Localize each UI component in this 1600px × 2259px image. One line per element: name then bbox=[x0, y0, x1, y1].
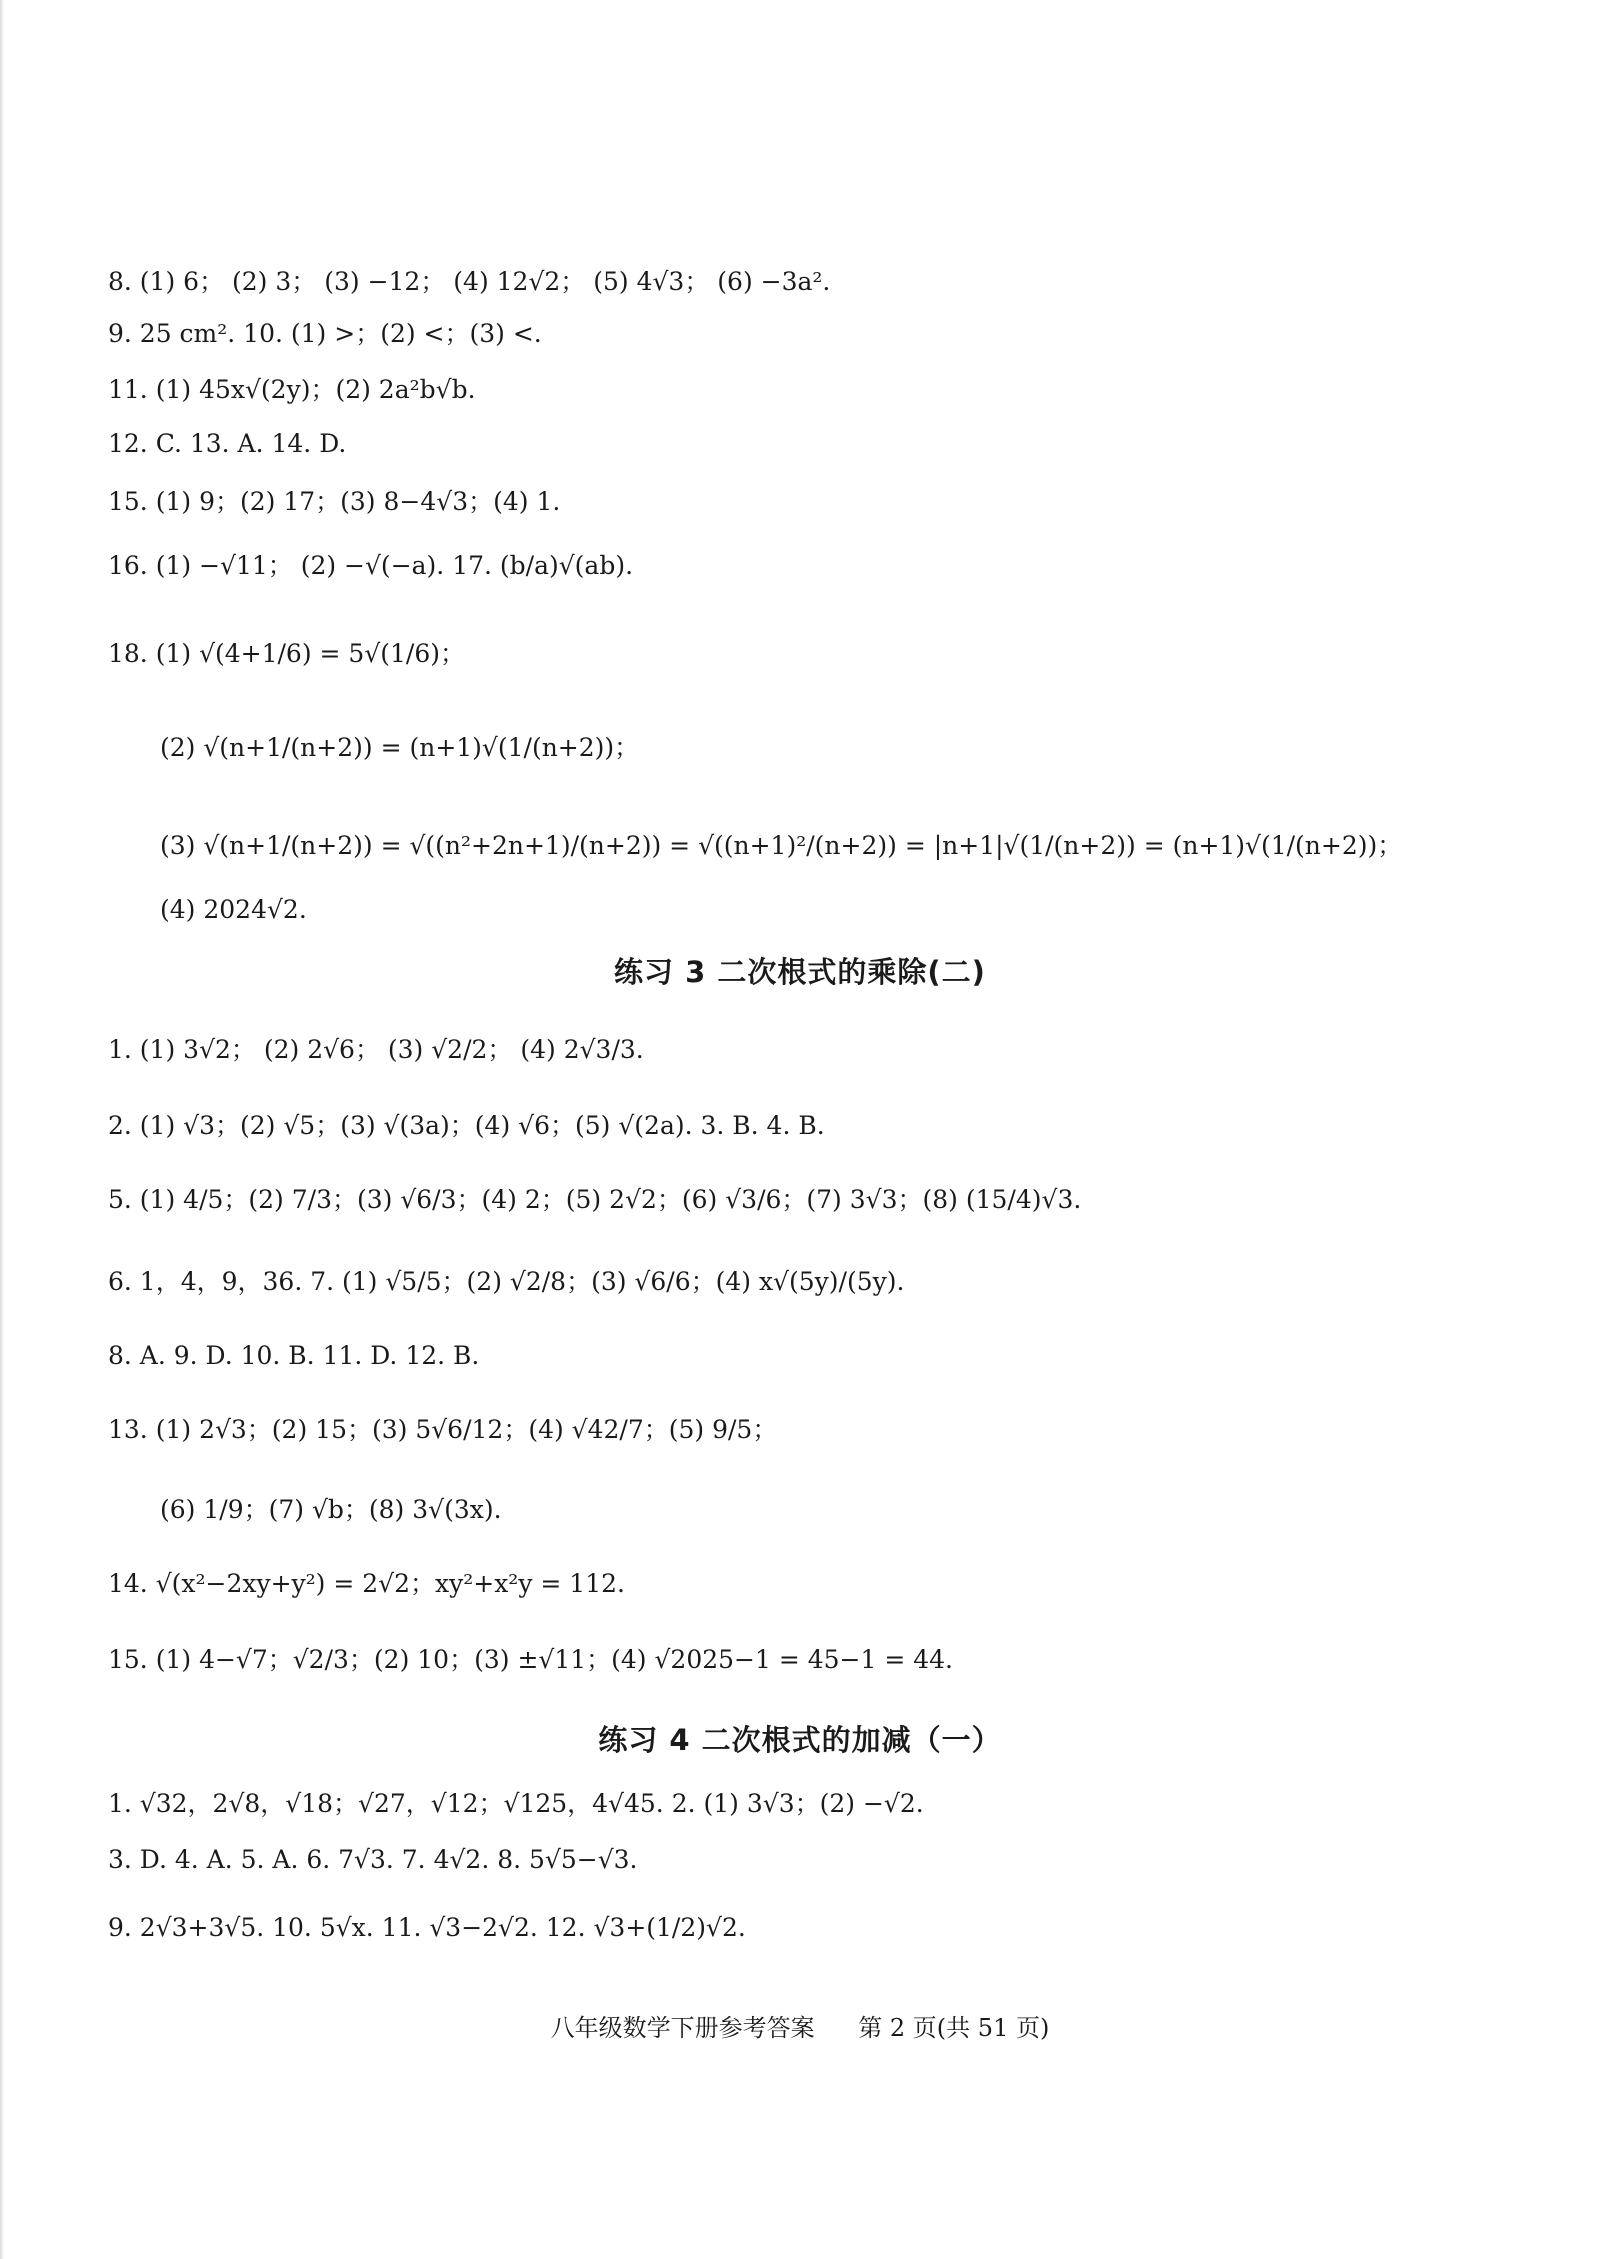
s3-answer-line-13a: 13. (1) 2√3；(2) 15；(3) 5√6/12；(4) √42/7；(5) 9/5； bbox=[108, 1415, 778, 1444]
answer-line-16-17: 16. (1) −√11； (2) −√(−a). 17. (b/a)√(ab). bbox=[108, 551, 634, 580]
s3-answer-line-2-4: 2. (1) √3；(2) √5；(3) √(3a)；(4) √6；(5) √(2a). 3. B. 4. B. bbox=[108, 1111, 825, 1140]
answer-line-18-4: (4) 2024√2. bbox=[160, 895, 307, 924]
s3-answer-line-13b: (6) 1/9；(7) √b；(8) 3√(3x). bbox=[160, 1495, 502, 1524]
scan-edge-shadow bbox=[0, 0, 4, 2259]
page-footer bbox=[0, 2008, 1600, 2043]
s3-answer-line-15: 15. (1) 4−√7；√2/3；(2) 10；(3) ±√11；(4) √2025−1 = 45−1 = 44. bbox=[108, 1645, 954, 1674]
section-3-title: 练习 3 二次根式的乘除(二) bbox=[614, 955, 986, 989]
answer-line-18-1: 18. (1) √(4+1/6) = 5√(1/6)； bbox=[108, 639, 466, 668]
s3-answer-line-5: 5. (1) 4/5；(2) 7/3；(3) √6/3；(4) 2；(5) 2√2；(6) √3/6；(7) 3√3；(8) (15/4)√3. bbox=[108, 1185, 1082, 1214]
section-4-title: 练习 4 二次根式的加减（一） bbox=[598, 1723, 1002, 1757]
answer-line-15: 15. (1) 9；(2) 17；(3) 8−4√3；(4) 1. bbox=[108, 487, 561, 516]
answer-line-18-2: (2) √(n+1/(n+2)) = (n+1)√(1/(n+2))； bbox=[160, 733, 640, 762]
s3-answer-line-6-7: 6. 1，4，9，36. 7. (1) √5/5；(2) √2/8；(3) √6/6；(4) x√(5y)/(5y). bbox=[108, 1267, 905, 1296]
s3-answer-line-1: 1. (1) 3√2； (2) 2√6； (3) √2/2； (4) 2√3/3. bbox=[108, 1035, 644, 1064]
s4-answer-line-3-8: 3. D. 4. A. 5. A. 6. 7√3. 7. 4√2. 8. 5√5−√3. bbox=[108, 1845, 638, 1874]
answer-line-12-14: 12. C. 13. A. 14. D. bbox=[108, 429, 347, 458]
s3-answer-line-8-12: 8. A. 9. D. 10. B. 11. D. 12. B. bbox=[108, 1341, 480, 1370]
answer-line-8: 8. (1) 6； (2) 3； (3) −12； (4) 12√2； (5) 4√3； (6) −3a². bbox=[108, 267, 831, 296]
footer-title: 八年级数学下册参考答案 bbox=[550, 2014, 815, 2042]
footer-page-number: 第 2 页(共 51 页) bbox=[858, 2014, 1050, 2042]
s3-answer-line-14: 14. √(x²−2xy+y²) = 2√2；xy²+x²y = 112. bbox=[108, 1569, 625, 1598]
answer-line-9-10: 9. 25 cm². 10. (1) >；(2) <；(3) <. bbox=[108, 319, 542, 348]
s4-answer-line-9-12: 9. 2√3+3√5. 10. 5√x. 11. √3−2√2. 12. √3+(1/2)√2. bbox=[108, 1913, 746, 1942]
answer-line-11: 11. (1) 45x√(2y)；(2) 2a²b√b. bbox=[108, 375, 476, 404]
answer-line-18-3: (3) √(n+1/(n+2)) = √((n²+2n+1)/(n+2)) = √((n+1)²/(n+2)) = |n+1|√(1/(n+2)) = (n+1)√(1/(n+2))； bbox=[160, 831, 1403, 860]
s4-answer-line-1-2: 1. √32，2√8，√18；√27，√12；√125，4√45. 2. (1) 3√3；(2) −√2. bbox=[108, 1789, 924, 1818]
